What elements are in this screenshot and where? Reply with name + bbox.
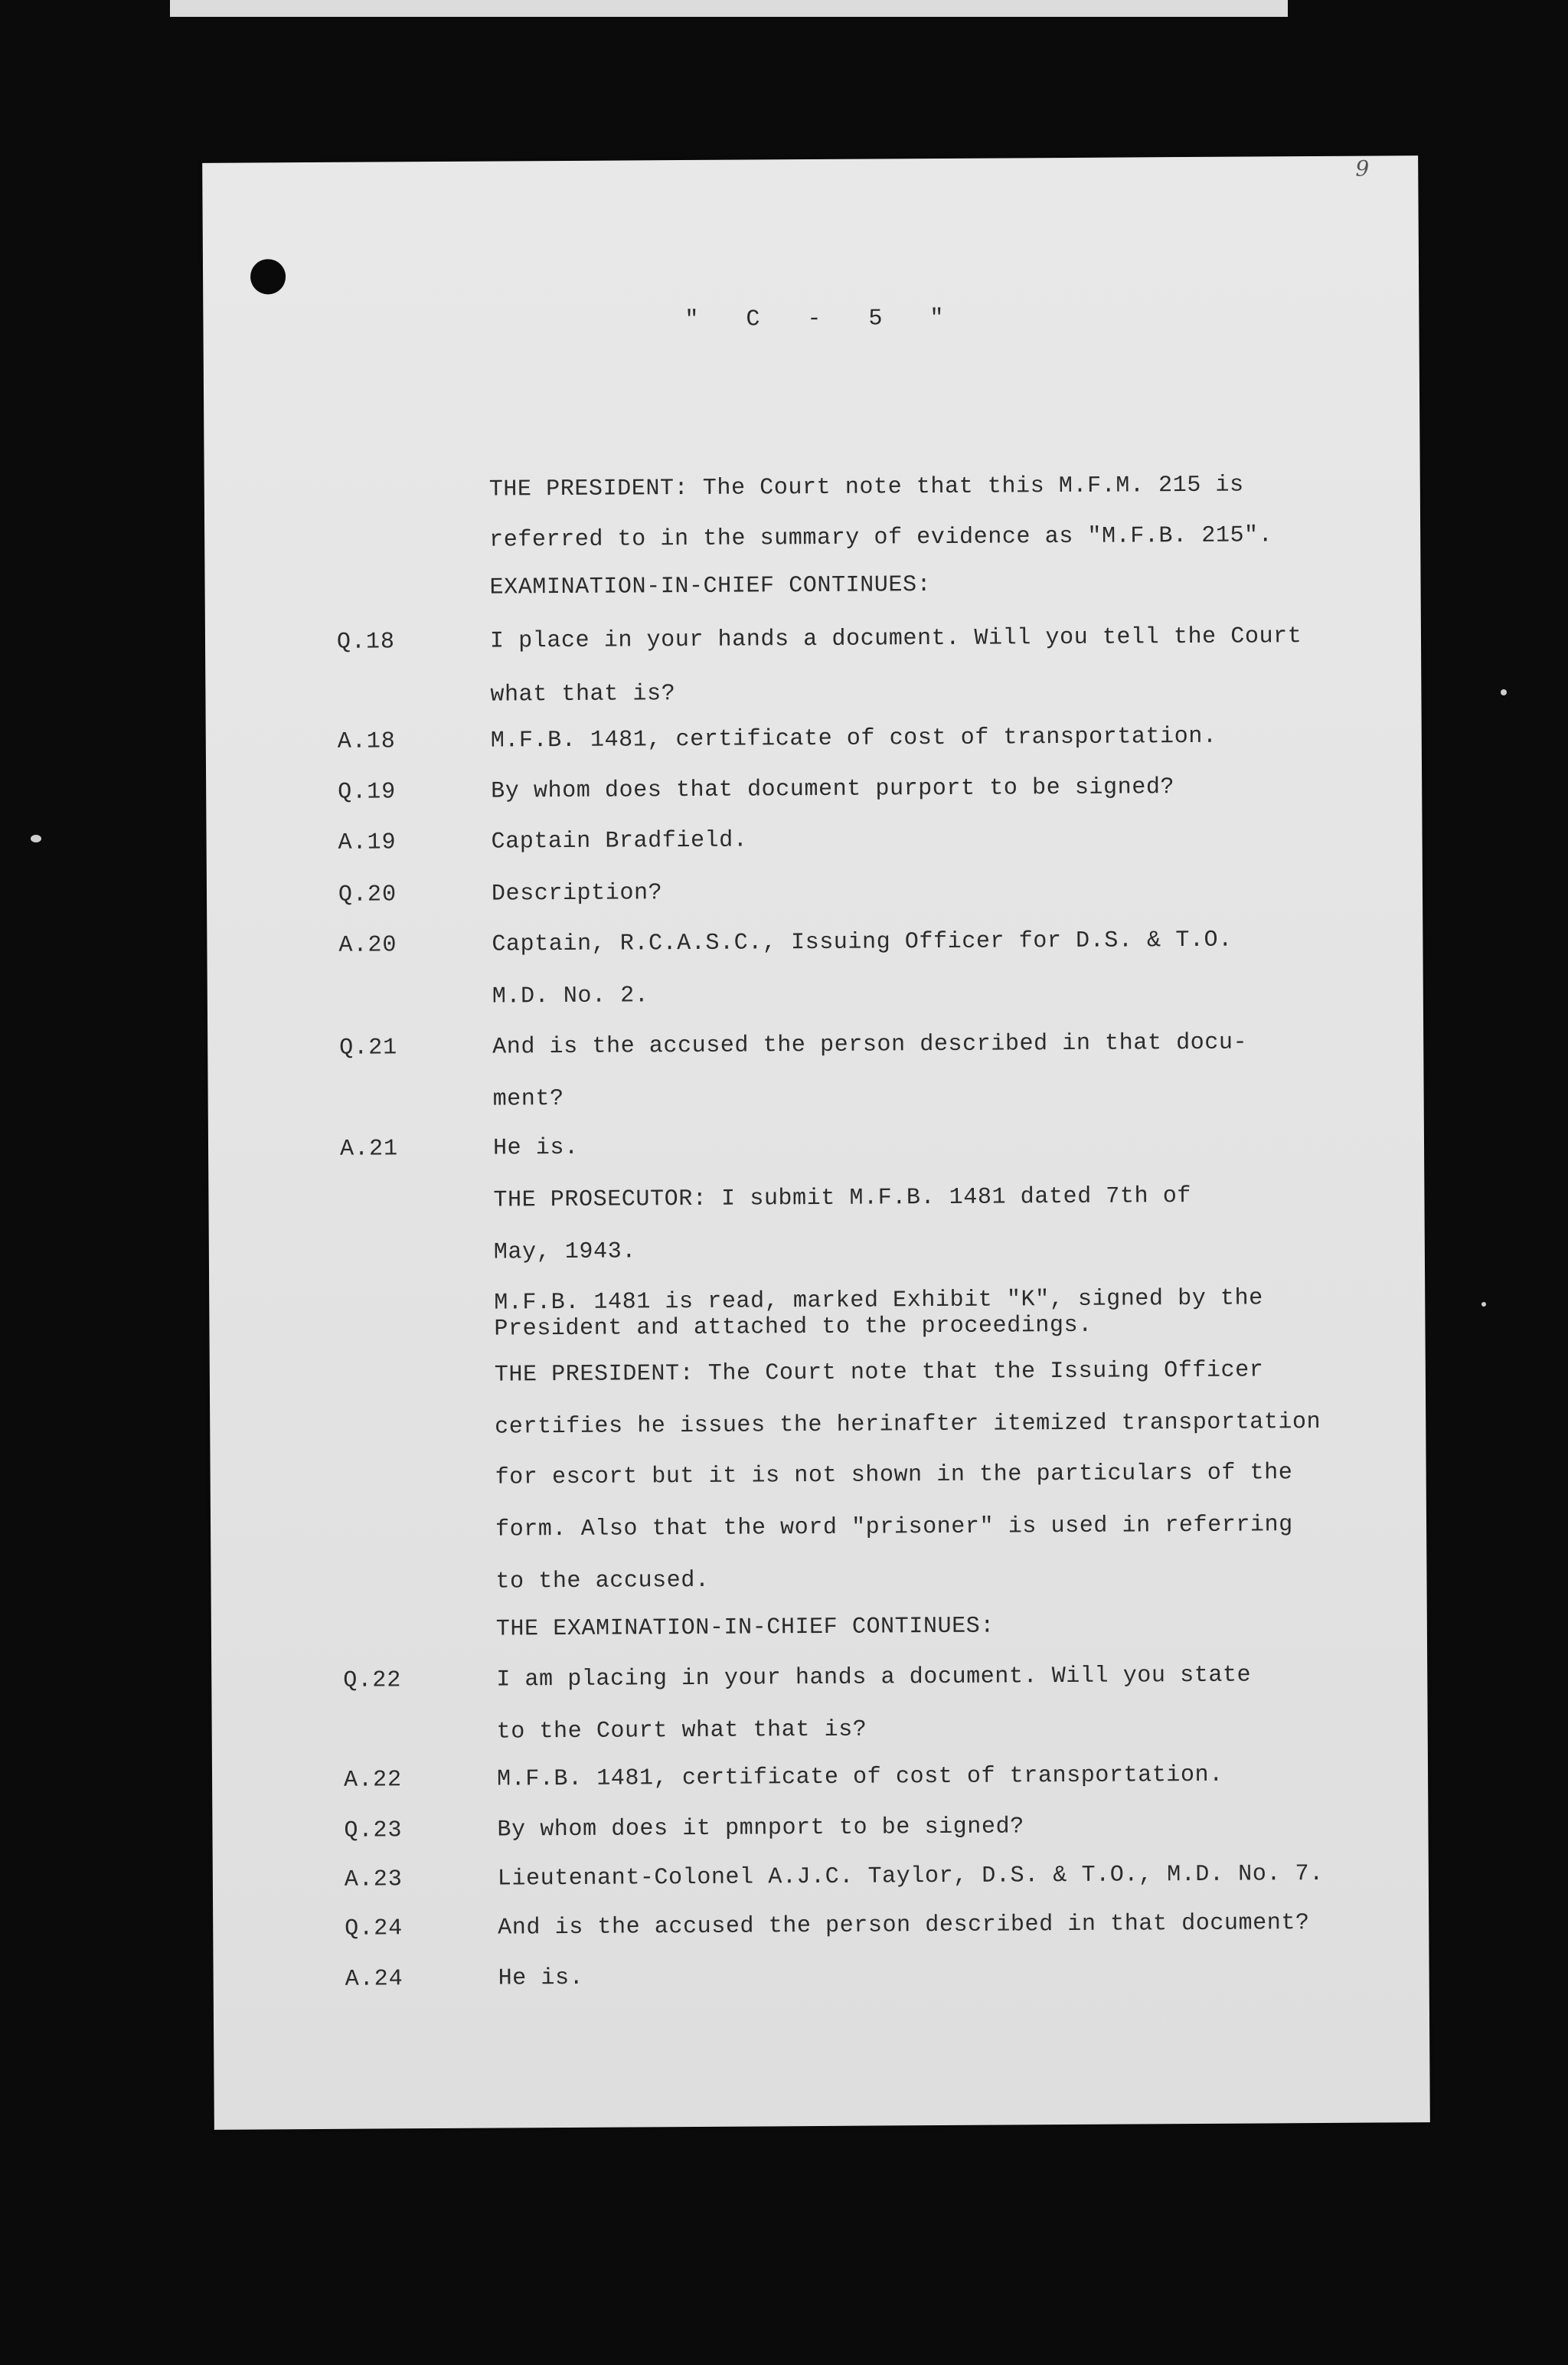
line-text: ment?: [492, 1086, 564, 1113]
line-text: to the accused.: [495, 1567, 710, 1595]
transcript-line: [207, 978, 1423, 1016]
line-label: A.18: [337, 728, 396, 755]
transcript-line: [213, 1909, 1429, 1948]
line-text: THE PROSECUTOR: I submit M.F.B. 1481 dated 7th of: [493, 1183, 1192, 1214]
transcript-line: [209, 1234, 1425, 1272]
line-text: I am placing in your hands a document. Will you state: [496, 1662, 1252, 1693]
line-label: Q.19: [338, 779, 397, 806]
transcript-line: [205, 676, 1421, 715]
transcript-line: [211, 1611, 1427, 1649]
line-label: A.19: [338, 829, 397, 856]
line-text: what that is?: [490, 681, 676, 708]
line-text: certifies he issues the herinafter itemized transportation: [495, 1408, 1321, 1441]
film-speck: [1501, 689, 1507, 695]
transcript-line: [214, 1960, 1429, 1998]
line-text: to the Court what that is?: [496, 1716, 867, 1745]
line-label: Q.21: [339, 1035, 398, 1061]
line-text: Captain, R.C.A.S.C., Issuing Officer for D.S. & T.O.: [492, 927, 1233, 958]
transcript-line: [208, 1081, 1424, 1119]
document-page: [202, 155, 1430, 2130]
transcript-line: [207, 875, 1423, 914]
line-text: President and attached to the proceedings.: [494, 1312, 1093, 1343]
transcript-line: [204, 471, 1420, 509]
transcript-line: [207, 926, 1423, 964]
transcript-line: [205, 623, 1421, 661]
line-text: He is.: [498, 1964, 584, 1992]
line-label: A.21: [339, 1136, 399, 1163]
film-speck: [1481, 1302, 1486, 1307]
line-text: Captain Bradfield.: [491, 827, 748, 855]
transcript-line: [212, 1811, 1428, 1850]
line-label: Q.18: [336, 629, 396, 656]
line-text: May, 1943.: [493, 1238, 637, 1266]
line-label: A.20: [338, 932, 397, 959]
line-label: Q.23: [344, 1817, 403, 1844]
transcript-line: [208, 1130, 1424, 1168]
transcript-line: [211, 1511, 1426, 1549]
line-label: A.23: [344, 1866, 403, 1893]
line-label: Q.20: [338, 882, 397, 908]
line-text: I place in your hands a document. Will you tell the Court: [489, 623, 1302, 655]
film-speck: [31, 835, 41, 842]
line-label: Q.24: [345, 1915, 403, 1942]
line-text: THE EXAMINATION-IN-CHIEF CONTINUES:: [495, 1613, 995, 1643]
document-header: " C - 5 ": [684, 305, 961, 334]
line-text: By whom does it pmnport to be signed?: [497, 1814, 1024, 1843]
line-label: A.24: [345, 1966, 403, 1993]
line-text: Description?: [491, 880, 663, 908]
line-text: for escort but it is not shown in the particulars of the: [495, 1460, 1293, 1491]
line-text: M.D. No. 2.: [492, 983, 649, 1010]
transcript-line: [213, 1860, 1429, 1899]
page-number: 9: [1355, 155, 1370, 182]
transcript-line: [211, 1563, 1426, 1601]
transcript-line: [204, 569, 1420, 607]
line-text: form. Also that the word "prisoner" is used in referring: [495, 1512, 1293, 1543]
line-text: He is.: [492, 1134, 579, 1162]
transcript-line: [211, 1661, 1427, 1699]
transcript-line: [211, 1459, 1426, 1497]
transcript-line: [209, 1312, 1425, 1350]
line-text: EXAMINATION-IN-CHIEF CONTINUES:: [489, 572, 932, 601]
line-text: THE PRESIDENT: The Court note that this M.F.M. 215 is: [488, 472, 1244, 503]
transcript-line: [212, 1713, 1428, 1752]
transcript-line: [207, 1029, 1423, 1067]
line-text: Lieutenant-Colonel A.J.C. Taylor, D.S. & T.O., M.D. No. 7.: [497, 1860, 1324, 1892]
line-text: THE PRESIDENT: The Court note that the Issuing Officer: [494, 1357, 1264, 1389]
film-strip-edge: [170, 0, 1288, 17]
line-text: And is the accused the person described in that document?: [498, 1910, 1310, 1941]
line-label: A.22: [343, 1767, 403, 1794]
line-text: And is the accused the person described in that docu-: [492, 1029, 1248, 1061]
transcript-line: [210, 1408, 1426, 1447]
line-text: By whom does that document purport to be signed?: [491, 774, 1175, 805]
line-text: referred to in the summary of evidence as "M.F.B. 215".: [489, 522, 1273, 554]
transcript-line: [208, 1182, 1424, 1220]
line-text: M.F.B. 1481, certificate of cost of transportation.: [490, 723, 1217, 754]
transcript-line: [210, 1356, 1426, 1395]
line-text: M.F.B. 1481 is read, marked Exhibit "K", signed by the: [494, 1285, 1263, 1317]
punch-hole: [250, 259, 286, 294]
transcript-line: [206, 722, 1422, 761]
line-text: M.F.B. 1481, certificate of cost of transportation.: [496, 1761, 1223, 1793]
transcript-line: [206, 823, 1422, 862]
transcript-line: [212, 1761, 1428, 1799]
transcript-line: [204, 522, 1420, 560]
transcript-line: [206, 773, 1422, 811]
line-label: Q.22: [343, 1667, 402, 1694]
